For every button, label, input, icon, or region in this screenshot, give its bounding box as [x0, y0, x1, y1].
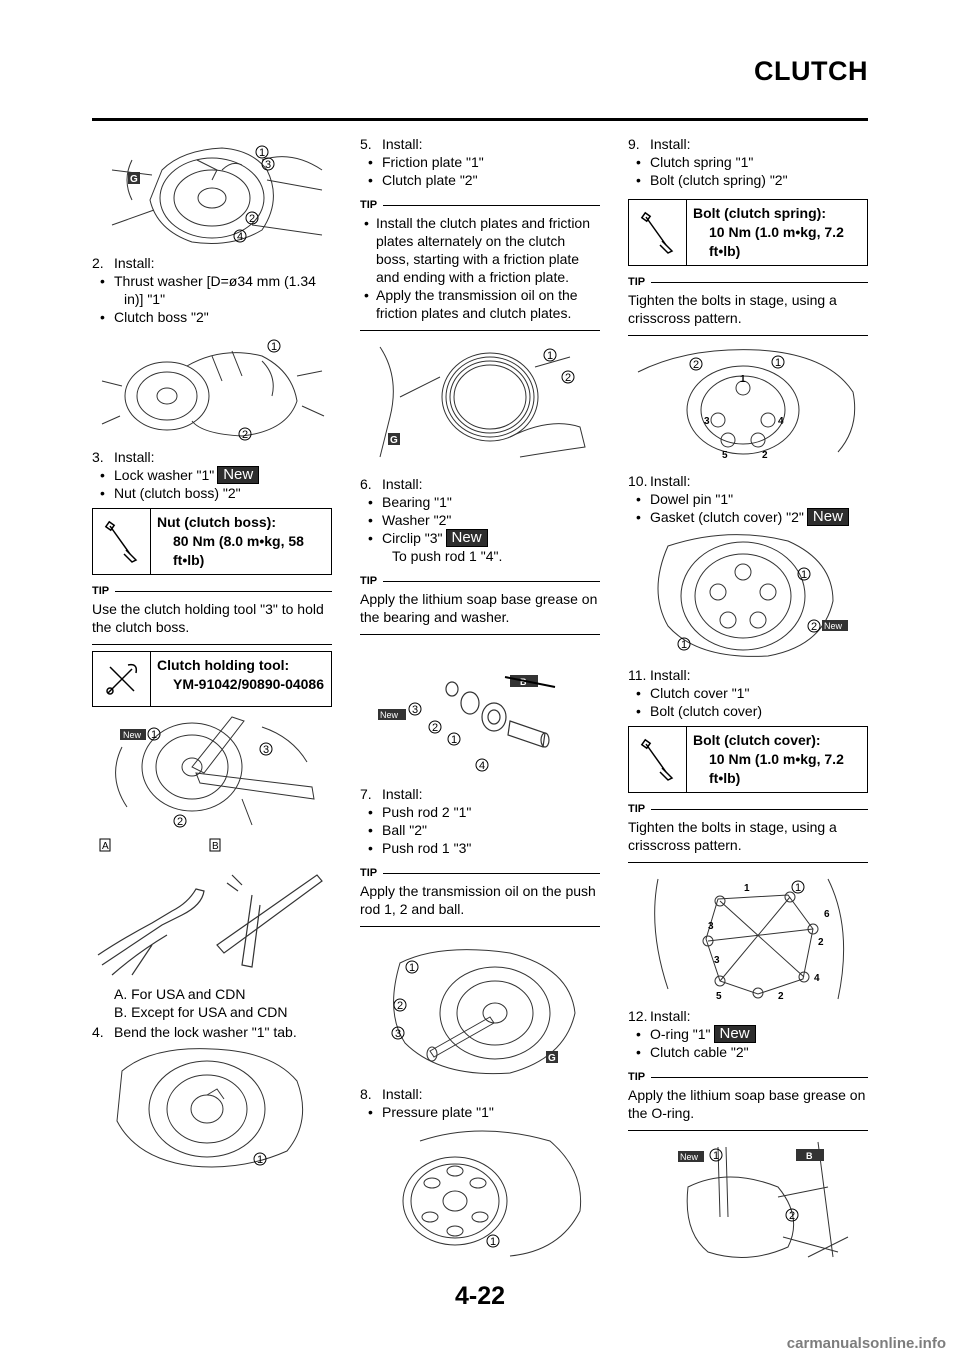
step-3-bullet-2: • Nut (clutch boss) "2" [100, 485, 241, 501]
sequence-2: 2 [762, 450, 768, 461]
callout-2: 2 [693, 359, 700, 371]
tip-block: TIP Use the clutch holding tool "3" to hold the clutch boss. [92, 585, 332, 645]
callout-1: 1 [547, 350, 554, 362]
new-part-badge: New [217, 466, 259, 484]
callout-1: 1 [271, 341, 278, 353]
column-left [92, 130, 332, 1171]
sequence-2b: 2 [778, 991, 784, 1002]
callout-1: 1 [795, 882, 802, 894]
callout-2: 2 [565, 372, 572, 384]
figure-gasket-dowel [628, 526, 868, 662]
step-7-bullet-3: • Push rod 1 "3" [368, 840, 472, 856]
step-11: 11. Install: [628, 667, 691, 683]
spec-title: Bolt (clutch cover): [693, 732, 821, 748]
callout-3: 3 [412, 704, 419, 716]
callout-1: 1 [801, 569, 808, 581]
step-9-bullet-1: • Clutch spring "1" [636, 154, 754, 170]
step-12-bullet-2: • Clutch cable "2" [636, 1044, 749, 1060]
spec-value-cont: ft•lb) [709, 770, 741, 786]
figure-friction-plates [360, 337, 600, 467]
step-7-bullet-1: • Push rod 2 "1" [368, 804, 472, 820]
callout-3: 3 [265, 159, 272, 171]
callout-1: 1 [409, 962, 416, 974]
page-title: CLUTCH [754, 56, 868, 86]
callout-2: 2 [397, 1000, 404, 1012]
grease-mark-g: G [390, 435, 398, 446]
column-middle [360, 130, 600, 1261]
spec-value-cont: ft•lb) [709, 243, 741, 259]
caption-a: A. For USA and CDN [114, 986, 246, 1002]
figure-pressure-plate [360, 1121, 600, 1261]
step-5: 5. Install: [360, 136, 423, 152]
step-12-bullet-1: • O-ring "1" New [628, 1025, 868, 1043]
sequence-1: 1 [740, 374, 746, 385]
header-rule [92, 118, 868, 121]
callout-1: 1 [681, 639, 688, 651]
step-9: 9. Install: [628, 136, 691, 152]
page-number: 4-22 [454, 1282, 506, 1310]
tip-text: Use the clutch holding tool "3" to hold the clutch boss. [92, 601, 324, 635]
torque-wrench-icon [629, 200, 687, 265]
figure-push-rod-install [360, 933, 600, 1083]
step-3: 3. Install: [92, 449, 155, 465]
callout-3: 3 [395, 1028, 402, 1040]
figure-o-ring-cable [628, 1137, 868, 1267]
sequence-4: 4 [814, 973, 820, 984]
step-6-bullet-3-cont: To push rod 1 "4". [392, 548, 503, 564]
callout-2: 2 [432, 722, 439, 734]
step-6-bullet-3: • Circlip "3" New [360, 529, 600, 547]
callout-2: 2 [249, 213, 256, 225]
sequence-5: 5 [716, 991, 722, 1002]
step-2-bullet-1-cont: in)] "1" [124, 291, 166, 307]
sequence-6: 6 [824, 909, 830, 920]
figure-holding-tool-in-use [92, 707, 332, 835]
watermark: carmanualsonline.info [786, 1335, 946, 1352]
figure-tool-variants [92, 835, 332, 985]
figure-lock-washer-tab [92, 1041, 332, 1171]
new-part-badge: New [714, 1025, 756, 1043]
sequence-3b: 3 [714, 955, 720, 966]
spec-value-cont: ft•lb) [173, 552, 205, 568]
step-2: 2. Install: [92, 255, 155, 271]
tip-block: TIP Tighten the bolts in stage, using a crisscross pattern. [628, 276, 868, 336]
step-4: 4. Bend the lock washer "1" tab. [92, 1024, 297, 1040]
step-9-bullet-2: • Bolt (clutch spring) "2" [636, 172, 788, 188]
tip-block: TIP Tighten the bolts in stage, using a crisscross pattern. [628, 803, 868, 863]
torque-spec-bolt-clutch-cover [628, 726, 868, 793]
spec-title: Nut (clutch boss): [157, 514, 276, 530]
torque-spec-bolt-clutch-spring [628, 199, 868, 266]
spec-value: 10 Nm (1.0 m•kg, 7.2 [709, 224, 844, 240]
callout-2: 2 [789, 1210, 796, 1222]
sequence-4: 4 [778, 416, 784, 427]
label-a: A [102, 841, 109, 852]
sequence-2: 2 [818, 937, 824, 948]
step-8: 8. Install: [360, 1086, 423, 1102]
tip-block: TIP Apply the transmission oil on the push rod 1, 2 and ball. [360, 867, 600, 927]
tip-block: TIP Apply the lithium soap base grease on the O-ring. [628, 1071, 868, 1131]
new-part-badge: New [380, 710, 399, 720]
sequence-3: 3 [708, 921, 714, 932]
torque-spec-nut-clutch-boss [92, 508, 332, 575]
callout-1: 1 [259, 147, 266, 159]
column-right [628, 130, 868, 1267]
tip-text: Apply the lithium soap base grease on the bearing and washer. [360, 591, 598, 625]
tip-text: Tighten the bolts in stage, using a crisscross pattern. [628, 292, 837, 326]
step-11-bullet-1: • Clutch cover "1" [636, 685, 750, 701]
new-part-badge: New [807, 508, 849, 526]
callout-1: 1 [257, 1154, 264, 1166]
figure-clutch-spring-bolts [628, 342, 868, 464]
tip-bullet-1: • Install the clutch plates and friction plates alternately on the clutch boss, starting with a friction plate and ending with a friction plate. [364, 215, 591, 285]
tip-bullet-2: • Apply the transmission oil on the friction plates and clutch plates. [364, 287, 578, 321]
callout-4: 4 [237, 231, 244, 243]
step-6: 6. Install: [360, 476, 423, 492]
figure-clutch-cover-bolts [628, 869, 868, 1005]
step-10: 10. Install: [628, 473, 691, 489]
step-12: 12. Install: [628, 1008, 691, 1024]
grease-mark-g: G [130, 174, 138, 185]
label-b: B [212, 841, 219, 852]
sequence-3: 3 [704, 416, 710, 427]
caption-b: B. Except for USA and CDN [114, 1004, 288, 1020]
step-2-bullet-1: • Thrust washer [D=ø34 mm (1.34 [100, 273, 316, 289]
callout-3: 3 [263, 744, 270, 756]
spec-title: Bolt (clutch spring): [693, 205, 826, 221]
torque-wrench-icon [629, 727, 687, 792]
tip-block: TIP Apply the lithium soap base grease on the bearing and washer. [360, 575, 600, 635]
callout-2: 2 [242, 429, 249, 441]
step-6-bullet-2: • Washer "2" [368, 512, 452, 528]
tip-text: Apply the lithium soap base grease on the O-ring. [628, 1087, 866, 1121]
step-2-bullet-2: • Clutch boss "2" [100, 309, 209, 325]
spec-value: 10 Nm (1.0 m•kg, 7.2 [709, 751, 844, 767]
step-5-bullet-1: • Friction plate "1" [368, 154, 484, 170]
tip-block: TIP • Install the clutch plates and friction plates alternately on the clutch boss, starting with a friction plate and ending with a friction plate. • Apply the transmission oil on the friction plates and clutch plates. [360, 199, 600, 331]
spec-value: 80 Nm (8.0 m•kg, 58 [173, 533, 304, 549]
figure-push-rod-bearing [360, 641, 600, 781]
callout-1: 1 [490, 1236, 497, 1248]
step-5-bullet-2: • Clutch plate "2" [368, 172, 478, 188]
callout-1: 1 [451, 734, 458, 746]
callout-1: 1 [775, 357, 782, 369]
step-10-bullet-1: • Dowel pin "1" [636, 491, 734, 507]
callout-1: 1 [713, 1150, 720, 1162]
step-7-bullet-2: • Ball "2" [368, 822, 427, 838]
tip-text: Apply the transmission oil on the push rod 1, 2 and ball. [360, 883, 596, 917]
new-part-badge: New [446, 529, 488, 547]
callout-4: 4 [479, 760, 486, 772]
grease-mark-g: G [548, 1053, 556, 1064]
tool-number: YM-91042/90890-04086 [173, 676, 325, 692]
special-tool-clutch-holding [92, 651, 332, 707]
figure-clutch-housing [92, 130, 332, 252]
callout-2: 2 [177, 816, 184, 828]
figure-clutch-boss [92, 326, 332, 446]
new-part-badge: New [824, 621, 843, 631]
tool-title: Clutch holding tool: [157, 657, 290, 673]
step-7: 7. Install: [360, 786, 423, 802]
new-part-badge: New [123, 730, 142, 740]
callout-2: 2 [811, 621, 818, 633]
step-8-bullet-1: • Pressure plate "1" [368, 1104, 494, 1120]
grease-mark-b: B [520, 677, 527, 687]
torque-wrench-icon [93, 509, 151, 574]
sequence-5: 5 [722, 450, 728, 461]
callout-1: 1 [151, 729, 158, 741]
step-3-bullet-1: • Lock washer "1" New [92, 466, 332, 484]
new-part-badge: New [680, 1152, 699, 1162]
tip-text: Tighten the bolts in stage, using a crisscross pattern. [628, 819, 837, 853]
step-10-bullet-2: • Gasket (clutch cover) "2" New [628, 508, 868, 526]
grease-mark-b: B [806, 1151, 813, 1161]
step-6-bullet-1: • Bearing "1" [368, 494, 452, 510]
special-tool-icon [93, 652, 151, 706]
sequence-1: 1 [744, 883, 750, 894]
step-11-bullet-2: • Bolt (clutch cover) [636, 703, 763, 719]
